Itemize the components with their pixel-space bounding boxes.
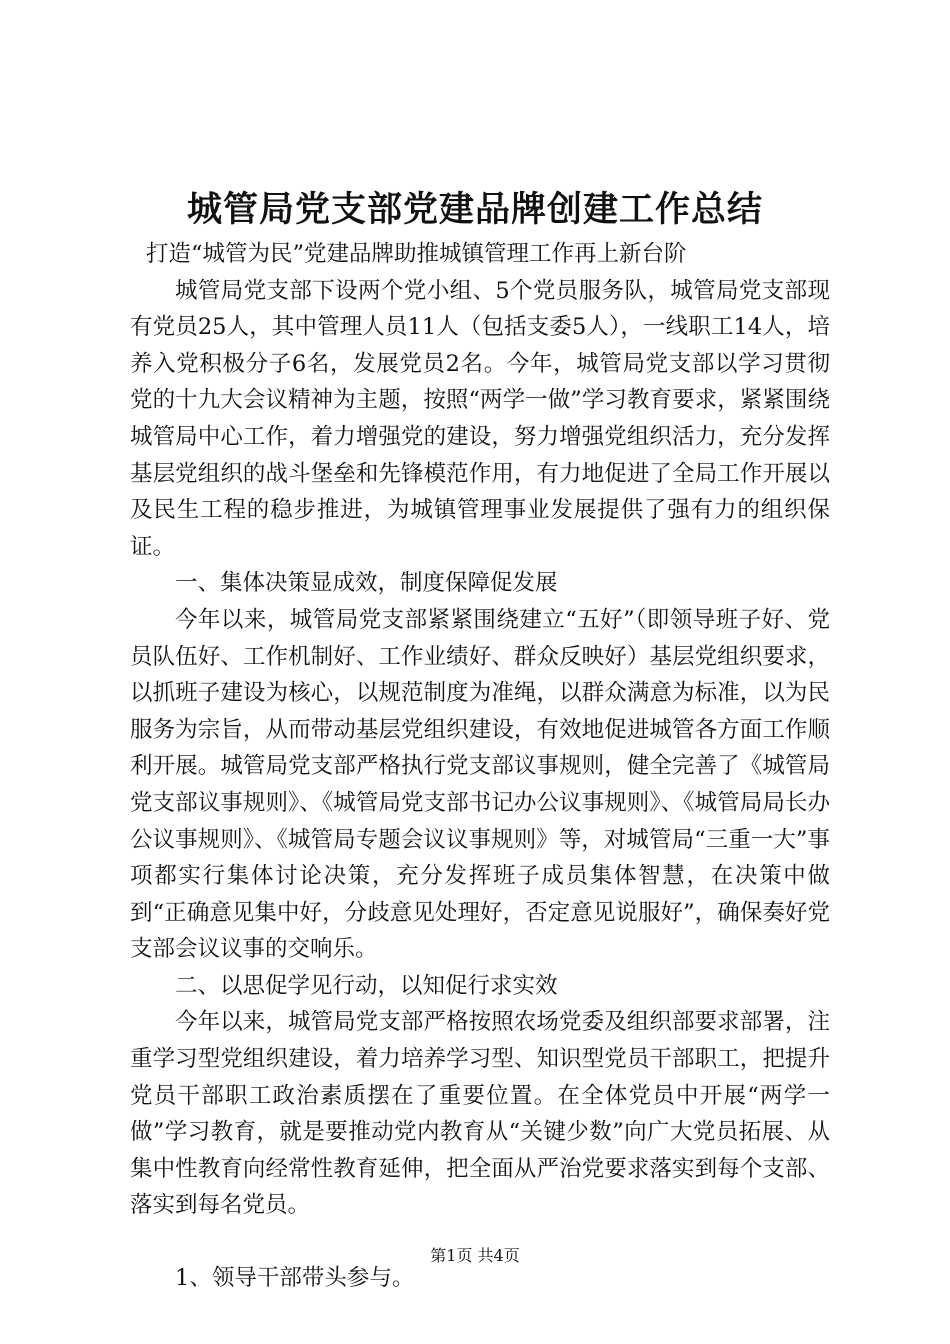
list-item-1: 1、领导干部带头参与。 — [175, 1265, 415, 1292]
document-subtitle: 打造“城管为民”党建品牌助推城镇管理工作再上新台阶 — [146, 241, 687, 267]
section-heading-1: 一、集体决策显成效，制度保障促发展 — [175, 570, 558, 597]
section-2-paragraph: 今年以来，城管局党支部严格按照农场党委及组织部要求部署，注重学习型党组织建设，着力培养学习型、知识型党员干部职工，把提升党员干部职工政治素质摆在了重要位置。在全体党员中开展“两学一做”学习教育，就是要推动党内教育从“关键少数”向广大党员拓展、从集中性教育向经常性教育延伸，把全面从严治党要求落实到每个支部、落实到每名党员。 — [130, 1009, 830, 1219]
document-title: 城管局党支部党建品牌创建工作总结 — [186, 189, 763, 230]
page-footer: 第1页 共4页 — [430, 1246, 520, 1265]
document-body — [130, 236, 830, 1297]
intro-paragraph: 城管局党支部下设两个党小组、5个党员服务队，城管局党支部现有党员25人，其中管理人员11人（包括支委5人），一线职工14人，培养入党积极分子6名，发展党员2名。今年，城管局党支部以学习贯彻党的十九大会议精神为主题，按照“两学一做”学习教育要求，紧紧围绕城管局中心工作，着力增强党的建设，努力增强党组织活力，充分发挥基层党组织的战斗堡垒和先锋模范作用，有力地促进了全局工作开展以及民生工程的稳步推进，为城镇管理事业发展提供了强有力的组织保证。 — [130, 277, 830, 560]
section-1-paragraph: 今年以来，城管局党支部紧紧围绕建立“五好”（即领导班子好、党员队伍好、工作机制好、工作业绩好、群众反映好）基层党组织要求，以抓班子建设为核心，以规范制度为准绳，以群众满意为标准，以为民服务为宗旨，从而带动基层党组织建设，有效地促进城管各方面工作顺利开展。城管局党支部严格执行党支部议事规则，健全完善了《城管局党支部议事规则》、《城管局党支部书记办公议事规则》、《城管局局长办公议事规则》、《城管局专题会议议事规则》等，对城管局“三重一大”事项都实行集体讨论决策，充分发挥班子成员集体智慧，在决策中做到“正确意见集中好，分歧意见处理好，否定意见说服好”，确保奏好党支部会议议事的交响乐。 — [130, 606, 830, 963]
section-heading-2: 二、以思促学见行动，以知促行求实效 — [175, 972, 558, 999]
